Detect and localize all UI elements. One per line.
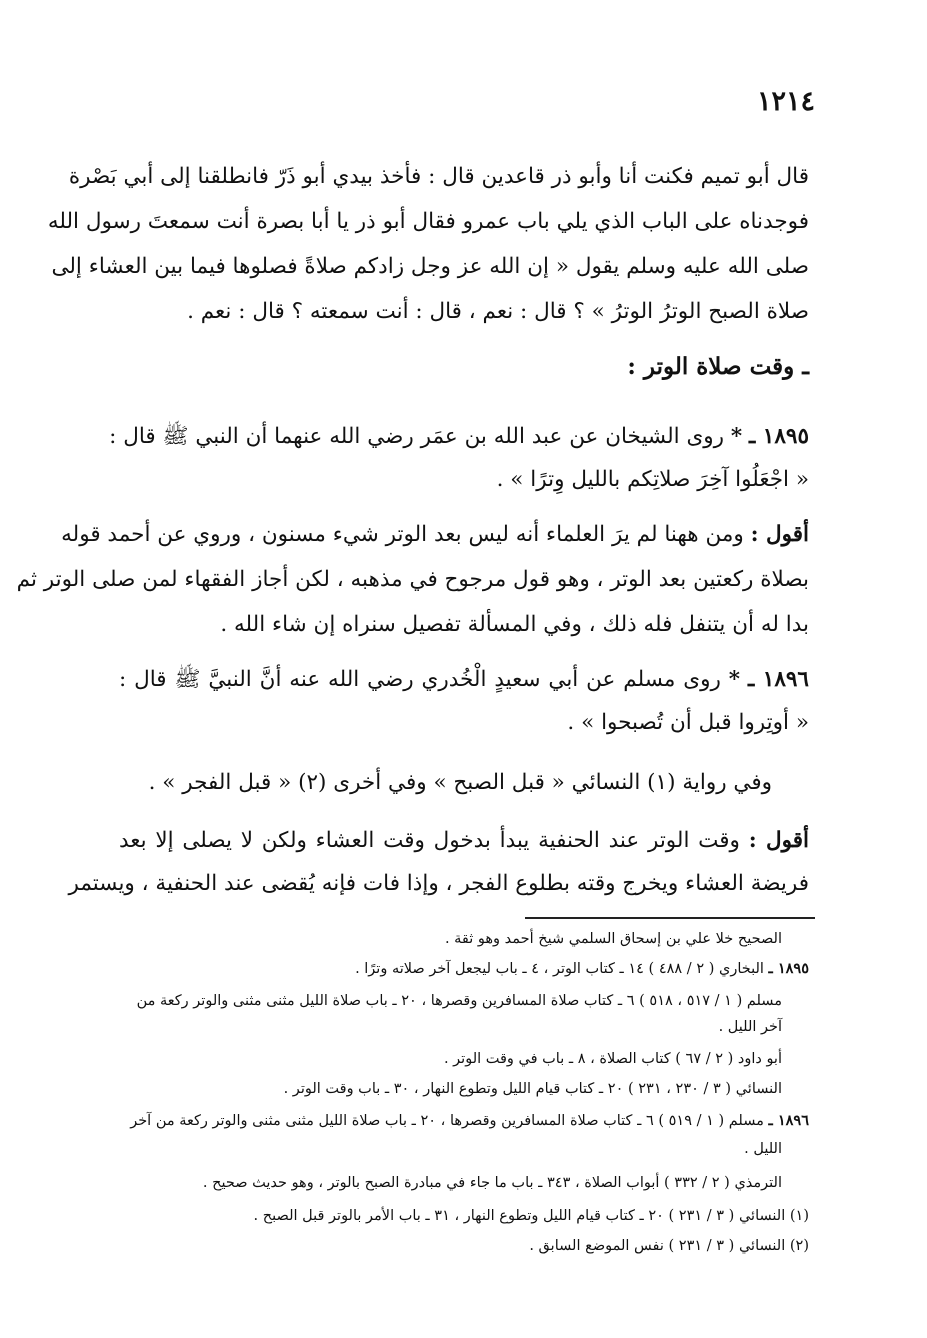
section-heading: ـ وقت صلاة الوتر :	[627, 353, 809, 380]
footnote-1895-nasai: النسائي ( ٣ / ٢٣٠ ، ٢٣١ ) ٢٠ ـ كتاب قيام الليل وتطوع النهار ، ٣٠ ـ باب وقت الوتر .	[283, 1081, 782, 1097]
hadith-1896-text: روى مسلم عن أبي سعيدٍ الْخُدري رضي الله عنه أنَّ النبيَّ ﷺ قال :	[119, 667, 721, 692]
aqul-1-line-1	[61, 520, 809, 550]
para1-line-3: صلى الله عليه وسلم يقول « إن الله عز وجل زادكم صلاةً فصلوها فيما بين العشاء إلى	[51, 254, 809, 279]
aqul-1-line-2: بصلاة ركعتين بعد الوتر ، وهو قول مرجوح في مذهبه ، لكن أجاز الفقهاء لمن صلى الوتر ثم	[16, 567, 809, 592]
footnote-continuation: الصحيح خلا علي بن إسحاق السلمي شيخ أحمد وهو ثقة .	[444, 931, 782, 947]
page-number: ١٢١٤	[756, 86, 815, 117]
para1-line-1: قال أبو تميم فكنت أنا وأبو ذر قاعدين قال : فأخذ بيدي أبو ذَرّ فانطلقنا إلى أبي بَصْرة	[68, 164, 809, 189]
hadith-1895-star: *	[730, 424, 743, 449]
hadith-1895-line-1	[109, 422, 809, 452]
hadith-1896-line-2: « أوتِروا قبل أن تُصبحوا » .	[567, 710, 809, 735]
footnote-note-2: (٢) النسائي ( ٣ / ٢٣١ ) نفس الموضع السابق .	[529, 1238, 809, 1254]
hadith-1895-text: روى الشيخان عن عبد الله بن عمَر رضي الله عنهما أن النبي ﷺ قال :	[109, 424, 725, 449]
riwaya-line: وفي رواية (١) النسائي « قبل الصبح » وفي أخرى (٢) « قبل الفجر » .	[148, 770, 772, 795]
aqul-1-label: أقول :	[750, 522, 809, 547]
aqul-2-label: أقول :	[748, 828, 809, 853]
footnote-1896-muslim-line-1	[109, 1110, 809, 1132]
footnote-1895-bukhari-text: البخاري ( ٢ / ٤٨٨ ) ١٤ ـ كتاب الوتر ، ٤ ـ باب ليجعل آخر صلاته وترًا .	[355, 961, 764, 977]
para1-line-2: فوجدناه على الباب الذي يلي باب عمرو فقال أبو ذر يا أبا بصرة أنت سمعتَ رسول الله	[47, 209, 809, 234]
aqul-2-line-2: فريضة العشاء ويخرج وقته بطلوع الفجر ، وإذا فات فإنه يُقضى عند الحنفية ، ويستمر	[68, 871, 809, 896]
footnote-1896-muslim-line-2: الليل .	[744, 1141, 782, 1157]
footnote-divider	[525, 917, 815, 919]
footnote-note-1: (١) النسائي ( ٣ / ٢٣١ ) ٢٠ ـ كتاب قيام الليل وتطوع النهار ، ٣١ ـ باب الأمر بالوتر قبل الصبح .	[253, 1208, 809, 1224]
aqul-1-line-3: بدا له أن يتنفل فله ذلك ، وفي المسألة تفصيل سنراه إن شاء الله .	[220, 612, 809, 637]
footnote-1896-muslim-text: مسلم ( ١ / ٥١٩ ) ٦ ـ كتاب صلاة المسافرين وقصرها ، ٢٠ ـ باب صلاة الليل مثنى مثنى والوتر ركعة من آخر	[130, 1113, 764, 1129]
footnote-1895-bukhari	[109, 958, 809, 980]
hadith-1895-number: ١٨٩٥ ـ	[749, 424, 809, 449]
hadith-1895-line-2: « اجْعَلُوا آخِرَ صلاتِكم بالليل وِترًا » .	[496, 467, 809, 492]
footnote-1896-number: ١٨٩٦ ـ	[768, 1112, 809, 1129]
aqul-2-text: وقت الوتر عند الحنفية يبدأ بدخول وقت العشاء ولكن لا يصلى إلا بعد	[119, 828, 740, 853]
aqul-1-text: ومن ههنا لم يرَ العلماء أنه ليس بعد الوتر شيء مسنون ، وروي عن أحمد قوله	[61, 522, 744, 547]
footnote-1895-abudawud: أبو داود ( ٢ / ٦٧ ) كتاب الصلاة ، ٨ ـ باب في وقت الوتر .	[443, 1051, 782, 1067]
footnote-1895-muslim-line-1: مسلم ( ١ / ٥١٧ ، ٥١٨ ) ٦ ـ كتاب صلاة المسافرين وقصرها ، ٢٠ ـ باب صلاة الليل مثنى مثنى والوتر ركعة من	[136, 993, 782, 1009]
footnote-1895-number: ١٨٩٥ ـ	[768, 960, 809, 977]
hadith-1896-number: ١٨٩٦ ـ	[747, 667, 809, 692]
footnote-1896-tirmidhi: الترمذي ( ٢ / ٣٣٢ ) أبواب الصلاة ، ٣٤٣ ـ باب ما جاء في مبادرة الصبح بالوتر ، وهو حديث صحيح .	[202, 1175, 782, 1191]
aqul-2-line-1	[119, 826, 809, 856]
footnote-1895-muslim-line-2: آخر الليل .	[718, 1019, 782, 1035]
hadith-1896-star: *	[728, 667, 741, 692]
hadith-1896-line-1	[119, 665, 809, 695]
para1-line-4: صلاة الصبح الوترُ الوترُ » ؟ قال : نعم ، قال : أنت سمعته ؟ قال : نعم .	[187, 299, 809, 324]
